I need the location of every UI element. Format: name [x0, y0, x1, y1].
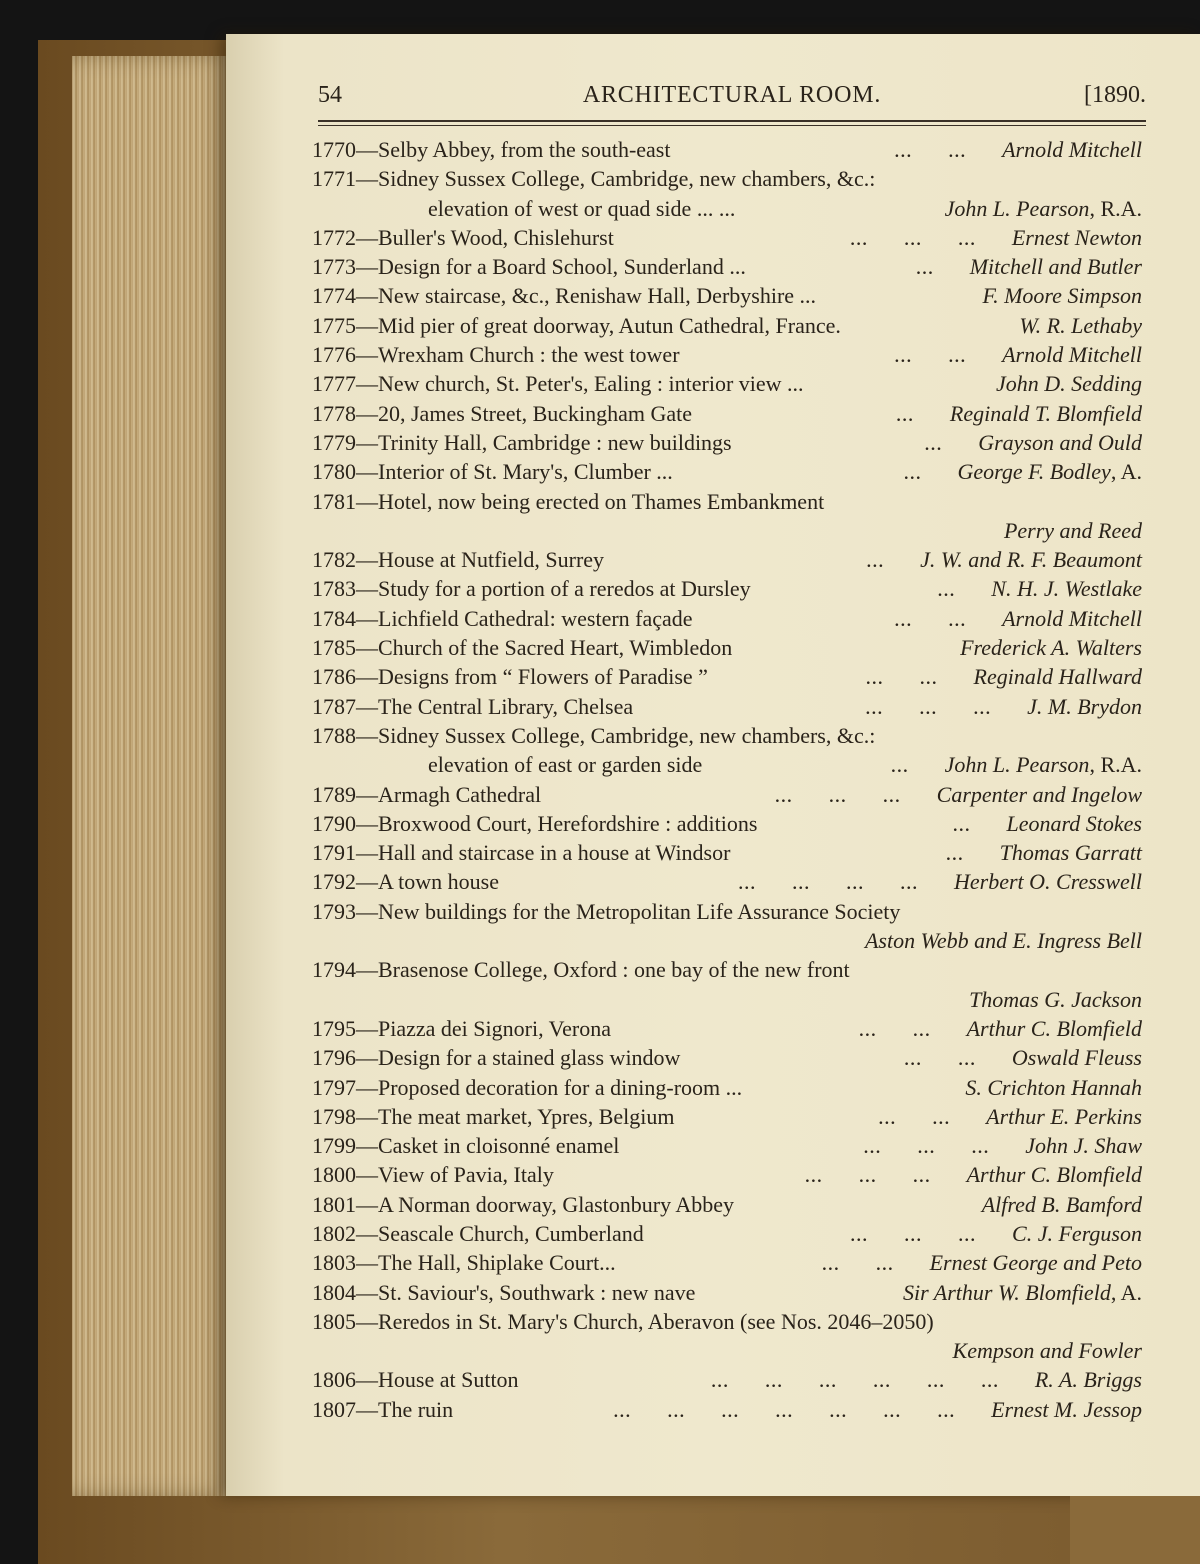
entry-title: 1787—The Central Library, Chelsea	[312, 693, 634, 719]
catalogue-entry-line	[312, 955, 1142, 984]
leader-dots: ...	[895, 400, 950, 426]
entry-title: 1782—House at Nutfield, Surrey	[312, 547, 605, 573]
entry-right	[866, 545, 1142, 574]
leader-dots: ...	[952, 810, 1007, 836]
entry-author: Herbert O. Cresswell	[953, 869, 1142, 895]
entry-right	[805, 1160, 1142, 1189]
entry-title: 1806—House at Sutton	[312, 1367, 519, 1393]
entry-right	[983, 281, 1143, 310]
leader-dots: ... ... ...	[774, 781, 937, 807]
entry-title: elevation of east or garden side	[428, 752, 703, 778]
leader-dots: ...	[903, 459, 958, 485]
catalogue-entry-line	[312, 135, 1142, 164]
entry-title: 1788—Sidney Sussex College, Cambridge, new chambers, &c.:	[312, 722, 876, 748]
entry-author: Ernest George and Peto	[929, 1250, 1142, 1276]
entry-author: Arnold Mitchell	[1002, 342, 1142, 368]
entry-right	[924, 428, 1142, 457]
entry-author: J. M. Brydon	[1027, 693, 1142, 719]
catalogue-entry-line	[312, 633, 1142, 662]
entry-right	[903, 1278, 1142, 1307]
catalogue-entry-line	[312, 1160, 1142, 1189]
entry-author: S. Crichton Hannah	[965, 1074, 1142, 1100]
catalogue-entry-line	[312, 340, 1142, 369]
catalogue-entry-line	[312, 311, 1142, 340]
leader-dots: ... ...	[894, 137, 1003, 162]
catalogue-entry-line	[312, 1395, 1142, 1424]
leader-dots: ... ... ...	[865, 693, 1028, 719]
entry-right	[865, 692, 1142, 721]
leader-dots: ... ... ... ...	[737, 869, 954, 895]
entry-right	[896, 399, 1142, 428]
entry-right	[850, 223, 1142, 252]
catalogue-entry-line	[312, 1219, 1142, 1248]
entry-title: 1789—Armagh Cathedral	[312, 781, 542, 807]
catalogue-entry-line	[312, 194, 1142, 223]
entry-right	[969, 985, 1142, 1014]
catalogue-entry-line	[312, 457, 1142, 486]
leader-dots: ...	[937, 576, 992, 602]
entry-title: 1807—The ruin	[312, 1396, 454, 1422]
entry-right	[894, 604, 1142, 633]
entry-title: 1772—Buller's Wood, Chislehurst	[312, 224, 614, 250]
entry-right	[850, 1219, 1142, 1248]
leader-dots: ... ... ... ... ... ...	[710, 1367, 1035, 1393]
entry-author: Thomas G. Jackson	[969, 986, 1142, 1012]
catalogue-entry-line	[312, 897, 1142, 926]
entry-title: 1774—New staircase, &c., Renishaw Hall, Derbyshire ...	[312, 283, 817, 309]
entry-title: 1776—Wrexham Church : the west tower	[312, 342, 680, 368]
entry-title: 1778—20, James Street, Buckingham Gate	[312, 400, 693, 426]
leader-dots: ...	[866, 547, 921, 573]
catalogue-entry-line	[312, 428, 1142, 457]
entry-author: Ernest Newton	[1011, 224, 1142, 250]
entry-right	[1004, 516, 1142, 545]
entry-right	[953, 809, 1142, 838]
entry-right	[866, 662, 1142, 691]
entry-title: 1770—Selby Abbey, from the south-east	[312, 137, 671, 162]
leader-dots: ...	[945, 840, 1000, 866]
catalogue-entry-line	[312, 281, 1142, 310]
leader-dots: ... ...	[821, 1250, 930, 1276]
entry-title: 1796—Design for a stained glass window	[312, 1045, 681, 1071]
entry-right	[904, 1043, 1142, 1072]
catalogue-entry-line	[312, 721, 1142, 750]
leader-dots: ... ...	[865, 664, 974, 690]
entry-right	[859, 1014, 1142, 1043]
entry-title: 1786—Designs from “ Flowers of Paradise ”	[312, 664, 708, 690]
catalogue-entry-line	[312, 545, 1142, 574]
entry-right	[996, 369, 1142, 398]
entry-title: 1793—New buildings for the Metropolitan Life Assurance Society	[312, 898, 901, 924]
catalogue-entry-line	[312, 487, 1142, 516]
catalogue-entry-line	[312, 838, 1142, 867]
catalogue-entry-line	[312, 692, 1142, 721]
entry-right	[1019, 311, 1142, 340]
entry-author: Thomas Garratt	[999, 840, 1142, 866]
entry-title: 1775—Mid pier of great doorway, Autun Cathedral, France.	[312, 312, 841, 338]
entry-author: C. J. Ferguson	[1012, 1220, 1142, 1246]
entry-author: Grayson and Ould	[978, 429, 1142, 455]
entry-title: 1785—Church of the Sacred Heart, Wimbledon	[312, 635, 733, 661]
entry-title: elevation of west or quad side ... ...	[428, 195, 736, 221]
running-header	[318, 82, 1146, 122]
entry-right	[891, 750, 1142, 779]
entry-author: J. W. and R. F. Beaumont	[920, 547, 1142, 573]
catalogue-entry-line	[312, 604, 1142, 633]
catalogue-entry-line	[312, 574, 1142, 603]
leader-dots: ... ...	[858, 1015, 967, 1041]
entry-right	[711, 1365, 1142, 1394]
catalogue-entry-line	[312, 985, 1142, 1014]
entry-right	[738, 867, 1142, 896]
entry-right	[878, 1102, 1142, 1131]
catalogue-entry-line	[312, 1131, 1142, 1160]
entry-author: Aston Webb and E. Ingress Bell	[864, 928, 1142, 954]
catalogue-entries	[312, 135, 1142, 1424]
entry-author: John D. Sedding	[995, 371, 1142, 397]
leader-dots: ...	[890, 752, 945, 778]
entry-title: 1794—Brasenose College, Oxford : one bay of the new front	[312, 957, 850, 983]
entry-right	[945, 194, 1142, 223]
entry-author: Carpenter and Ingelow	[936, 781, 1142, 807]
entry-title: 1800—View of Pavia, Italy	[312, 1162, 554, 1188]
entry-author: Arthur E. Perkins	[986, 1103, 1142, 1129]
catalogue-entry-line	[312, 780, 1142, 809]
entry-title: 1790—Broxwood Court, Herefordshire : additions	[312, 810, 758, 836]
entry-right	[916, 252, 1142, 281]
entry-right	[946, 838, 1142, 867]
catalogue-entry-line	[312, 750, 1142, 779]
catalogue-entry-line	[312, 662, 1142, 691]
catalogue-entry-line	[312, 252, 1142, 281]
entry-right	[960, 633, 1142, 662]
entry-title: 1777—New church, St. Peter's, Ealing : interior view ...	[312, 371, 804, 397]
entry-author: Arnold Mitchell	[1002, 137, 1142, 162]
entry-title: 1801—A Norman doorway, Glastonbury Abbey	[312, 1191, 735, 1217]
catalogue-entry-line	[312, 369, 1142, 398]
entry-author: Leonard Stokes	[1006, 810, 1142, 836]
entry-author: John L. Pearson	[944, 752, 1090, 778]
leader-dots: ... ...	[903, 1045, 1012, 1071]
entry-author: Oswald Fleuss	[1011, 1045, 1142, 1071]
entry-title: 1780—Interior of St. Mary's, Clumber ...	[312, 459, 673, 485]
book-binding	[1070, 1496, 1200, 1564]
catalogue-entry-line	[312, 1190, 1142, 1219]
entry-author: Arnold Mitchell	[1002, 605, 1142, 631]
entry-author: Arthur C. Blomfield	[966, 1015, 1142, 1041]
entry-title: 1773—Design for a Board School, Sunderland ...	[312, 254, 746, 280]
page-title: ARCHITECTURAL ROOM.	[582, 82, 882, 108]
entry-title: 1803—The Hall, Shiplake Court...	[312, 1250, 616, 1276]
leader-dots: ... ... ...	[863, 1133, 1026, 1159]
leader-dots: ... ... ... ... ... ... ...	[613, 1396, 992, 1422]
catalogue-entry-line	[312, 1307, 1142, 1336]
catalogue-entry-line	[312, 1248, 1142, 1277]
entry-author: John L. Pearson	[944, 195, 1090, 221]
entry-right	[953, 1336, 1142, 1365]
entry-author: N. H. J. Westlake	[991, 576, 1142, 602]
catalogue-entry-line	[312, 809, 1142, 838]
entry-author: Kempson and Fowler	[952, 1338, 1142, 1364]
catalogue-entry-line	[312, 1102, 1142, 1131]
entry-author: W. R. Lethaby	[1019, 312, 1142, 338]
entry-title: 1771—Sidney Sussex College, Cambridge, new chambers, &c.:	[312, 166, 876, 192]
leader-dots: ... ...	[878, 1103, 987, 1129]
entry-title: 1784—Lichfield Cathedral: western façade	[312, 605, 693, 631]
leader-dots: ... ... ...	[849, 224, 1012, 250]
catalogue-entry-line	[312, 1014, 1142, 1043]
entry-author: Perry and Reed	[1003, 517, 1142, 543]
leader-dots: ...	[924, 429, 979, 455]
catalogue-entry-line	[312, 164, 1142, 193]
page-year: [1890.	[1084, 82, 1146, 108]
entry-right	[894, 340, 1142, 369]
entry-right	[903, 457, 1142, 486]
entry-right	[894, 135, 1142, 164]
entry-author: Frederick A. Walters	[960, 635, 1142, 661]
entry-author: Ernest M. Jessop	[991, 1396, 1142, 1422]
leader-dots: ... ...	[894, 605, 1003, 631]
author-suffix: , A.	[1110, 1279, 1142, 1305]
entry-author: Reginald Hallward	[973, 664, 1142, 690]
author-suffix: , R.A.	[1089, 195, 1142, 221]
entry-author: F. Moore Simpson	[982, 283, 1142, 309]
entry-author: Sir Arthur W. Blomfield	[903, 1279, 1111, 1305]
header-rule-thin	[318, 125, 1146, 126]
entry-right	[613, 1395, 1142, 1424]
entry-title: 1797—Proposed decoration for a dining-room ...	[312, 1074, 743, 1100]
entry-title: 1805—Reredos in St. Mary's Church, Aberavon (see Nos. 2046–2050)	[312, 1308, 934, 1334]
entry-author: Mitchell and Butler	[969, 254, 1142, 280]
entry-title: 1798—The meat market, Ypres, Belgium	[312, 1103, 675, 1129]
entry-author: John J. Shaw	[1025, 1133, 1142, 1159]
header-rule	[318, 120, 1146, 122]
entry-author: George F. Bodley	[957, 459, 1111, 485]
entry-author: Arthur C. Blomfield	[966, 1162, 1142, 1188]
leader-dots: ... ... ...	[850, 1220, 1013, 1246]
entry-right	[775, 780, 1142, 809]
entry-right	[965, 1073, 1142, 1102]
entry-title: 1795—Piazza dei Signori, Verona	[312, 1015, 611, 1041]
catalogue-entry-line	[312, 516, 1142, 545]
author-suffix: , R.A.	[1089, 752, 1142, 778]
page-edges	[72, 56, 232, 1496]
entry-right	[865, 926, 1142, 955]
author-suffix: , A.	[1110, 459, 1142, 485]
catalogue-entry-line	[312, 1043, 1142, 1072]
leader-dots: ...	[915, 254, 970, 280]
page-number: 54	[318, 82, 342, 108]
entry-author: Reginald T. Blomfield	[949, 400, 1142, 426]
leader-dots: ... ... ...	[804, 1162, 967, 1188]
entry-title: 1781—Hotel, now being erected on Thames Embankment	[312, 488, 825, 514]
entry-right	[937, 574, 1142, 603]
entry-right	[982, 1190, 1142, 1219]
catalogue-entry-line	[312, 223, 1142, 252]
catalogue-entry-line	[312, 867, 1142, 896]
catalogue-entry-line	[312, 399, 1142, 428]
catalogue-entry-line	[312, 1336, 1142, 1365]
entry-title: 1802—Seascale Church, Cumberland	[312, 1220, 644, 1246]
entry-title: 1792—A town house	[312, 869, 499, 895]
entry-author: Alfred B. Bamford	[981, 1191, 1142, 1217]
catalogue-entry-line	[312, 926, 1142, 955]
catalogue-entry-line	[312, 1278, 1142, 1307]
entry-title: 1799—Casket in cloisonné enamel	[312, 1133, 620, 1159]
entry-title: 1779—Trinity Hall, Cambridge : new buildings	[312, 429, 732, 455]
entry-title: 1791—Hall and staircase in a house at Windsor	[312, 840, 731, 866]
entry-author: R. A. Briggs	[1034, 1367, 1142, 1393]
leader-dots: ... ...	[894, 342, 1003, 368]
entry-right	[863, 1131, 1142, 1160]
entry-right	[822, 1248, 1142, 1277]
catalogue-entry-line	[312, 1365, 1142, 1394]
catalogue-entry-line	[312, 1073, 1142, 1102]
entry-title: 1804—St. Saviour's, Southwark : new nave	[312, 1279, 696, 1305]
entry-title: 1783—Study for a portion of a reredos at Dursley	[312, 576, 751, 602]
